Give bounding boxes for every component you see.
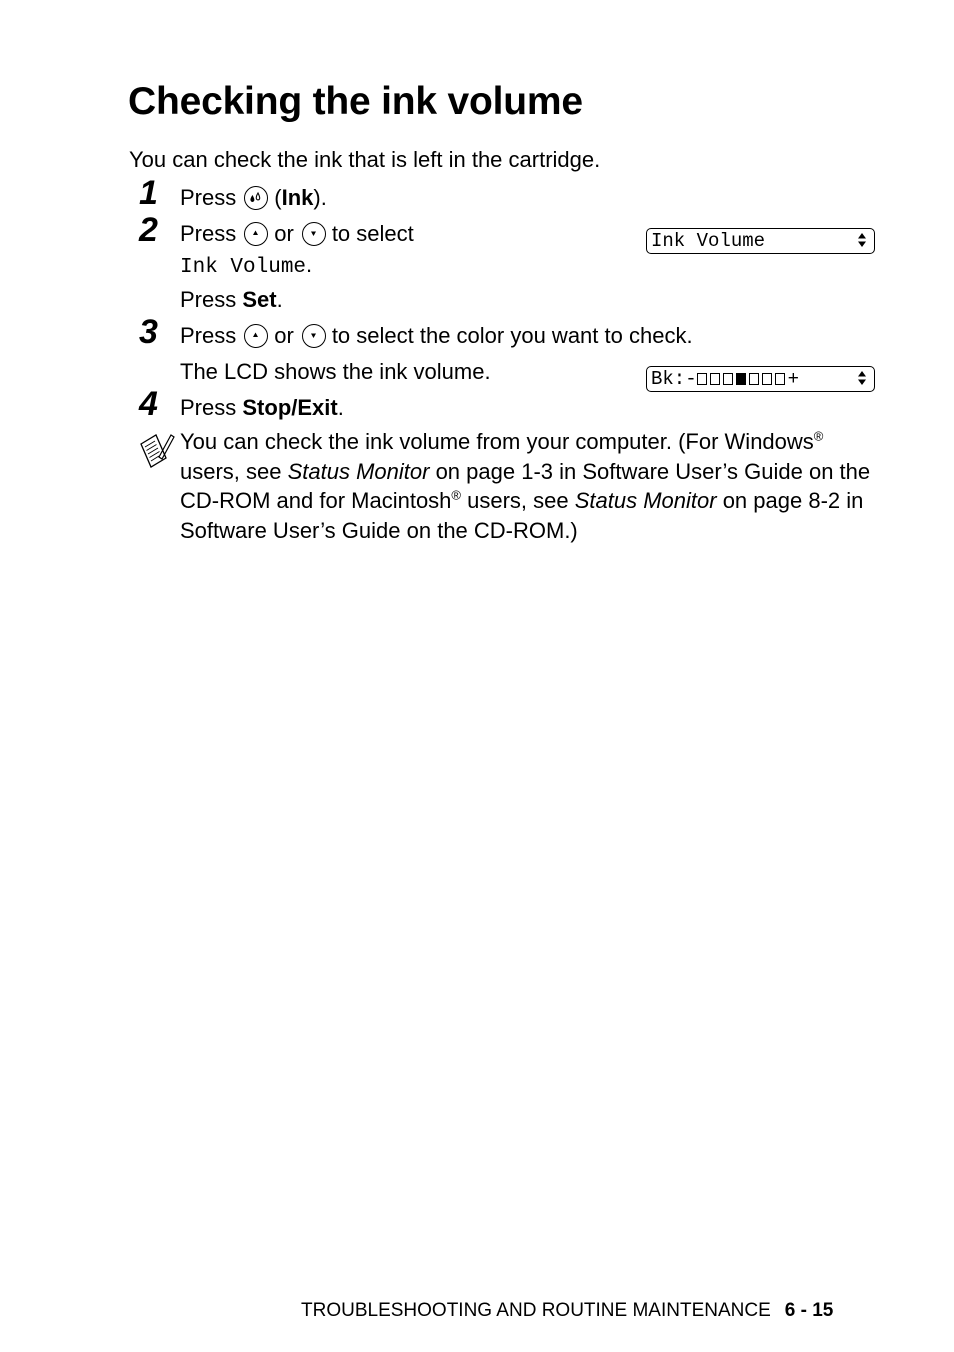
lcd-up-down-arrows-icon bbox=[857, 370, 867, 391]
lcd-text: Ink Volume bbox=[651, 230, 766, 252]
status-monitor-link: Status Monitor bbox=[574, 488, 717, 513]
step-3-number: 3 bbox=[139, 313, 158, 351]
step-3-subtext: The LCD shows the ink volume. bbox=[180, 359, 491, 384]
page-footer bbox=[301, 1300, 833, 1322]
down-arrow-key-icon bbox=[302, 222, 326, 246]
ink-level-cell bbox=[736, 373, 746, 385]
step-4-number: 4 bbox=[139, 385, 158, 423]
ink-level-cell bbox=[710, 373, 720, 385]
status-monitor-link: Status Monitor bbox=[287, 458, 430, 484]
ink-level-cell bbox=[697, 373, 707, 385]
ink-level-cell bbox=[749, 373, 759, 385]
set-key-label: Set bbox=[242, 287, 277, 312]
lcd-up-down-arrows-icon bbox=[857, 232, 867, 253]
step-2-number: 2 bbox=[139, 211, 158, 249]
step-2-text: Press or to select bbox=[180, 221, 414, 246]
down-arrow-key-icon bbox=[302, 324, 326, 348]
ink-level-cell bbox=[723, 373, 733, 385]
stop-exit-key-label: Stop/Exit bbox=[242, 395, 338, 420]
press-label: Press bbox=[180, 185, 237, 210]
step-2-menu-item: Ink Volume. bbox=[180, 252, 313, 279]
lcd-ink-level: Bk:- + bbox=[651, 368, 800, 390]
up-arrow-key-icon bbox=[244, 222, 268, 246]
ink-key-label: Ink bbox=[281, 185, 314, 210]
ink-key-icon bbox=[244, 186, 268, 210]
step-4-text: Press Stop/Exit. bbox=[180, 395, 344, 420]
note-pencil-icon bbox=[138, 432, 176, 477]
note-text: You can check the ink volume from your computer. (For Windows® users, see Status Monitor on page 1-3 in Software User’s Guide on the CD-ROM and for Macintosh® users, see Status Monitor on page 8-2 in Software User’s Guide on the CD-ROM.) bbox=[180, 428, 871, 543]
ink-level-cell bbox=[762, 373, 772, 385]
step-3-text: Press or to select the color you want to check. bbox=[180, 323, 693, 348]
footer-page-number: 6 - 15 bbox=[784, 1300, 834, 1321]
step-2-press-set: Press Set. bbox=[180, 287, 283, 312]
page-title: Checking the ink volume bbox=[128, 80, 583, 123]
step-1-text: Press (Ink). bbox=[180, 185, 327, 210]
ink-level-gauge bbox=[697, 368, 788, 390]
up-arrow-key-icon bbox=[244, 324, 268, 348]
footer-section: TROUBLESHOOTING AND ROUTINE MAINTENANCE bbox=[301, 1300, 771, 1321]
ink-level-cell bbox=[775, 373, 785, 385]
intro-text: You can check the ink that is left in the cartridge. bbox=[129, 147, 601, 172]
lcd-display-ink-volume bbox=[646, 228, 875, 254]
step-1-number: 1 bbox=[139, 174, 158, 212]
lcd-display-ink-level bbox=[646, 366, 875, 392]
